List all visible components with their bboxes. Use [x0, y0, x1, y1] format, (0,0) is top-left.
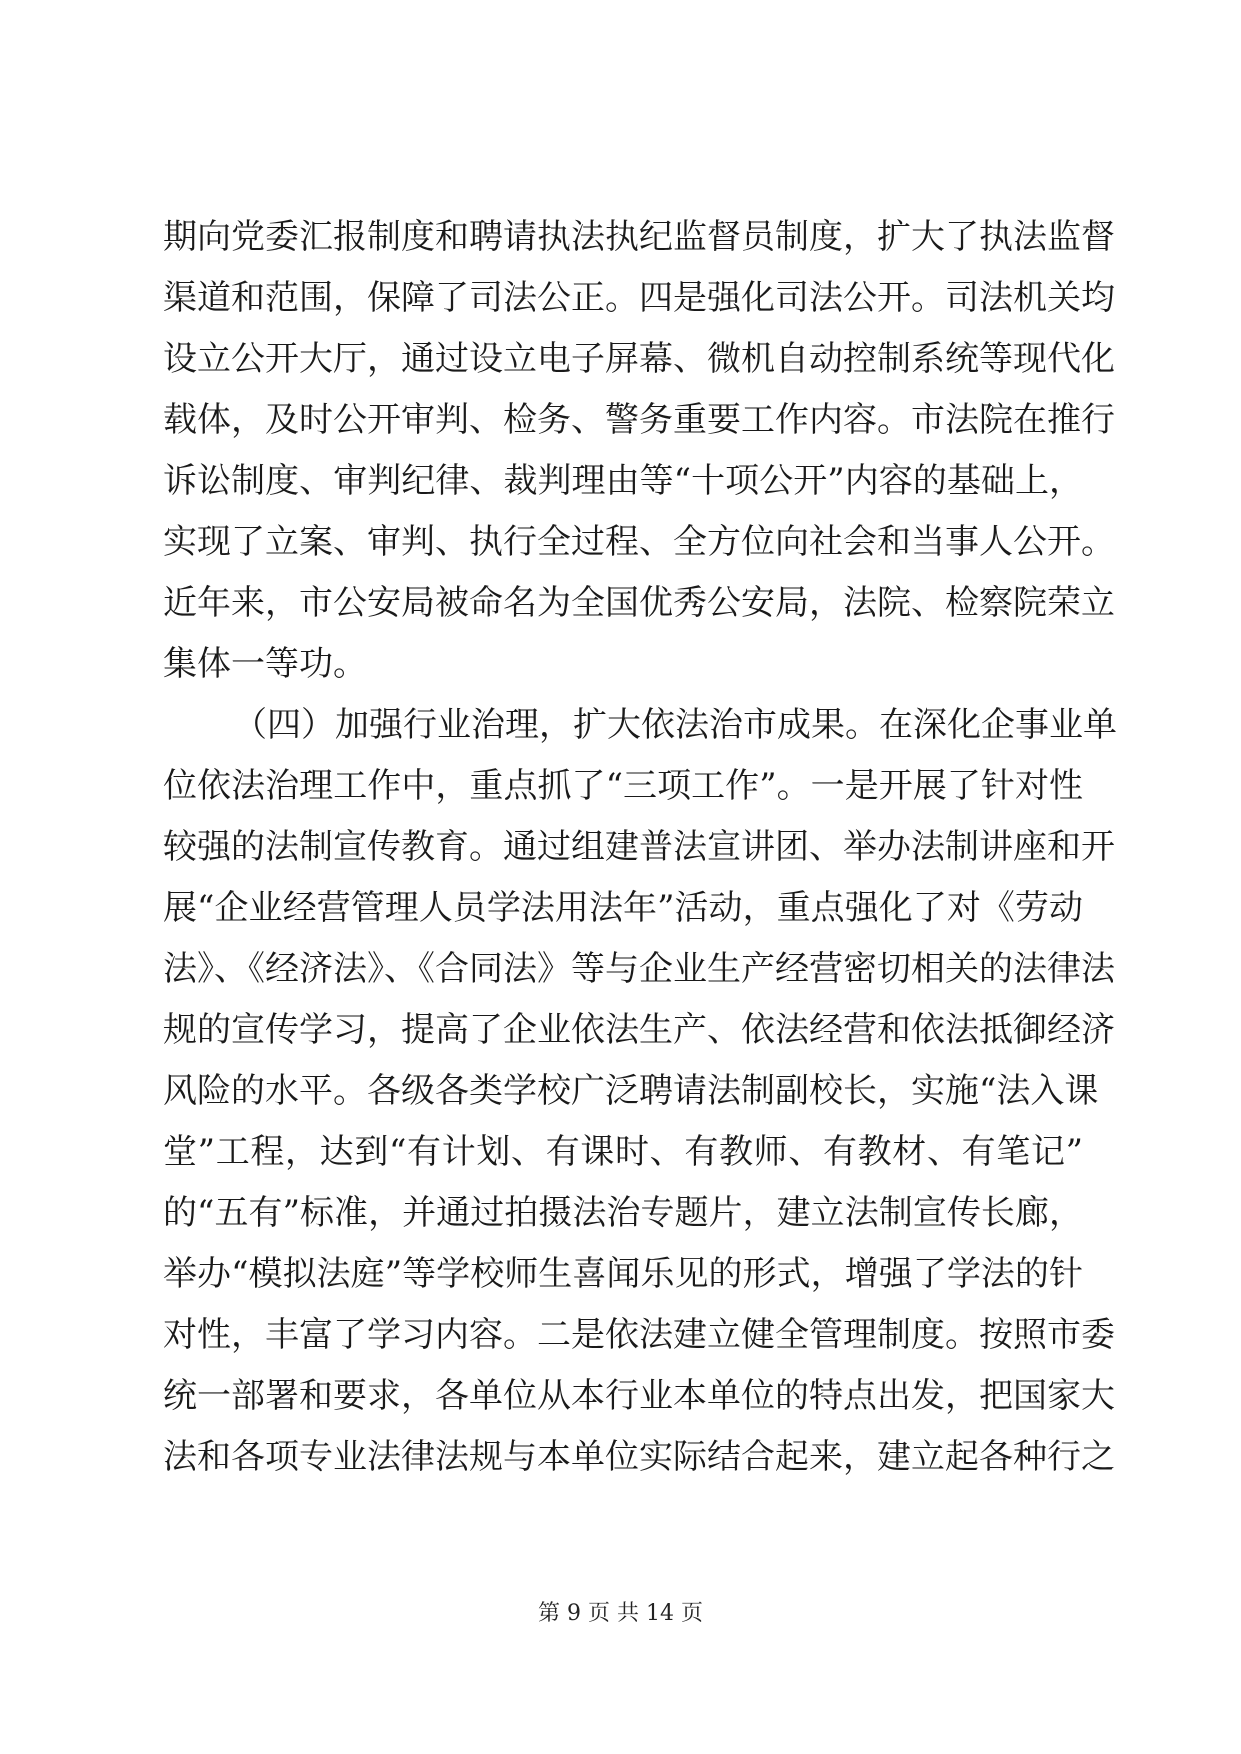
body-line: 堂”工程，达到“有计划、有课时、有教师、有教材、有笔记”: [163, 1132, 1083, 1172]
body-line: 统一部署和要求，各单位从本行业本单位的特点出发，把国家大: [163, 1376, 1115, 1416]
body-line: 的“五有”标准，并通过拍摄法治专题片，建立法制宣传长廊，: [163, 1193, 1083, 1233]
body-line: 法和各项专业法律法规与本单位实际结合起来，建立起各种行之: [163, 1437, 1115, 1477]
page-number-footer: 第 9 页 共 14 页: [538, 1601, 703, 1626]
body-line: 近年来，市公安局被命名为全国优秀公安局，法院、检察院荣立: [163, 583, 1115, 623]
body-line: 较强的法制宣传教育。通过组建普法宣讲团、举办法制讲座和开: [163, 827, 1115, 867]
body-line: 渠道和范围，保障了司法公正。四是强化司法公开。司法机关均: [163, 278, 1115, 318]
body-line: 载体，及时公开审判、检务、警务重要工作内容。市法院在推行: [163, 400, 1115, 440]
document-body: [163, 207, 1117, 1488]
section-heading-line: （四）加强行业治理，扩大依法治市成果。在深化企事业单: [233, 705, 1117, 745]
body-line: 诉讼制度、审判纪律、裁判理由等“十项公开”内容的基础上，: [163, 461, 1083, 501]
body-line: 集体一等功。: [163, 644, 367, 684]
body-line: 实现了立案、审判、执行全过程、全方位向社会和当事人公开。: [163, 522, 1115, 562]
body-line: 规的宣传学习，提高了企业依法生产、依法经营和依法抵御经济: [163, 1010, 1115, 1050]
body-line: 风险的水平。各级各类学校广泛聘请法制副校长，实施“法入课: [163, 1071, 1099, 1111]
body-line: 法》、《经济法》、《合同法》等与企业生产经营密切相关的法律法: [163, 949, 1115, 989]
body-line: 期向党委汇报制度和聘请执法执纪监督员制度，扩大了执法监督: [163, 217, 1115, 257]
body-line: 举办“模拟法庭”等学校师生喜闻乐见的形式，增强了学法的针: [163, 1254, 1083, 1294]
body-line: 位依法治理工作中，重点抓了“三项工作”。一是开展了针对性: [163, 766, 1083, 806]
body-line: 对性，丰富了学习内容。二是依法建立健全管理制度。按照市委: [163, 1315, 1115, 1355]
body-line: 展“企业经营管理人员学法用法年”活动，重点强化了对《劳动: [163, 888, 1083, 928]
body-line: 设立公开大厅，通过设立电子屏幕、微机自动控制系统等现代化: [163, 339, 1115, 379]
